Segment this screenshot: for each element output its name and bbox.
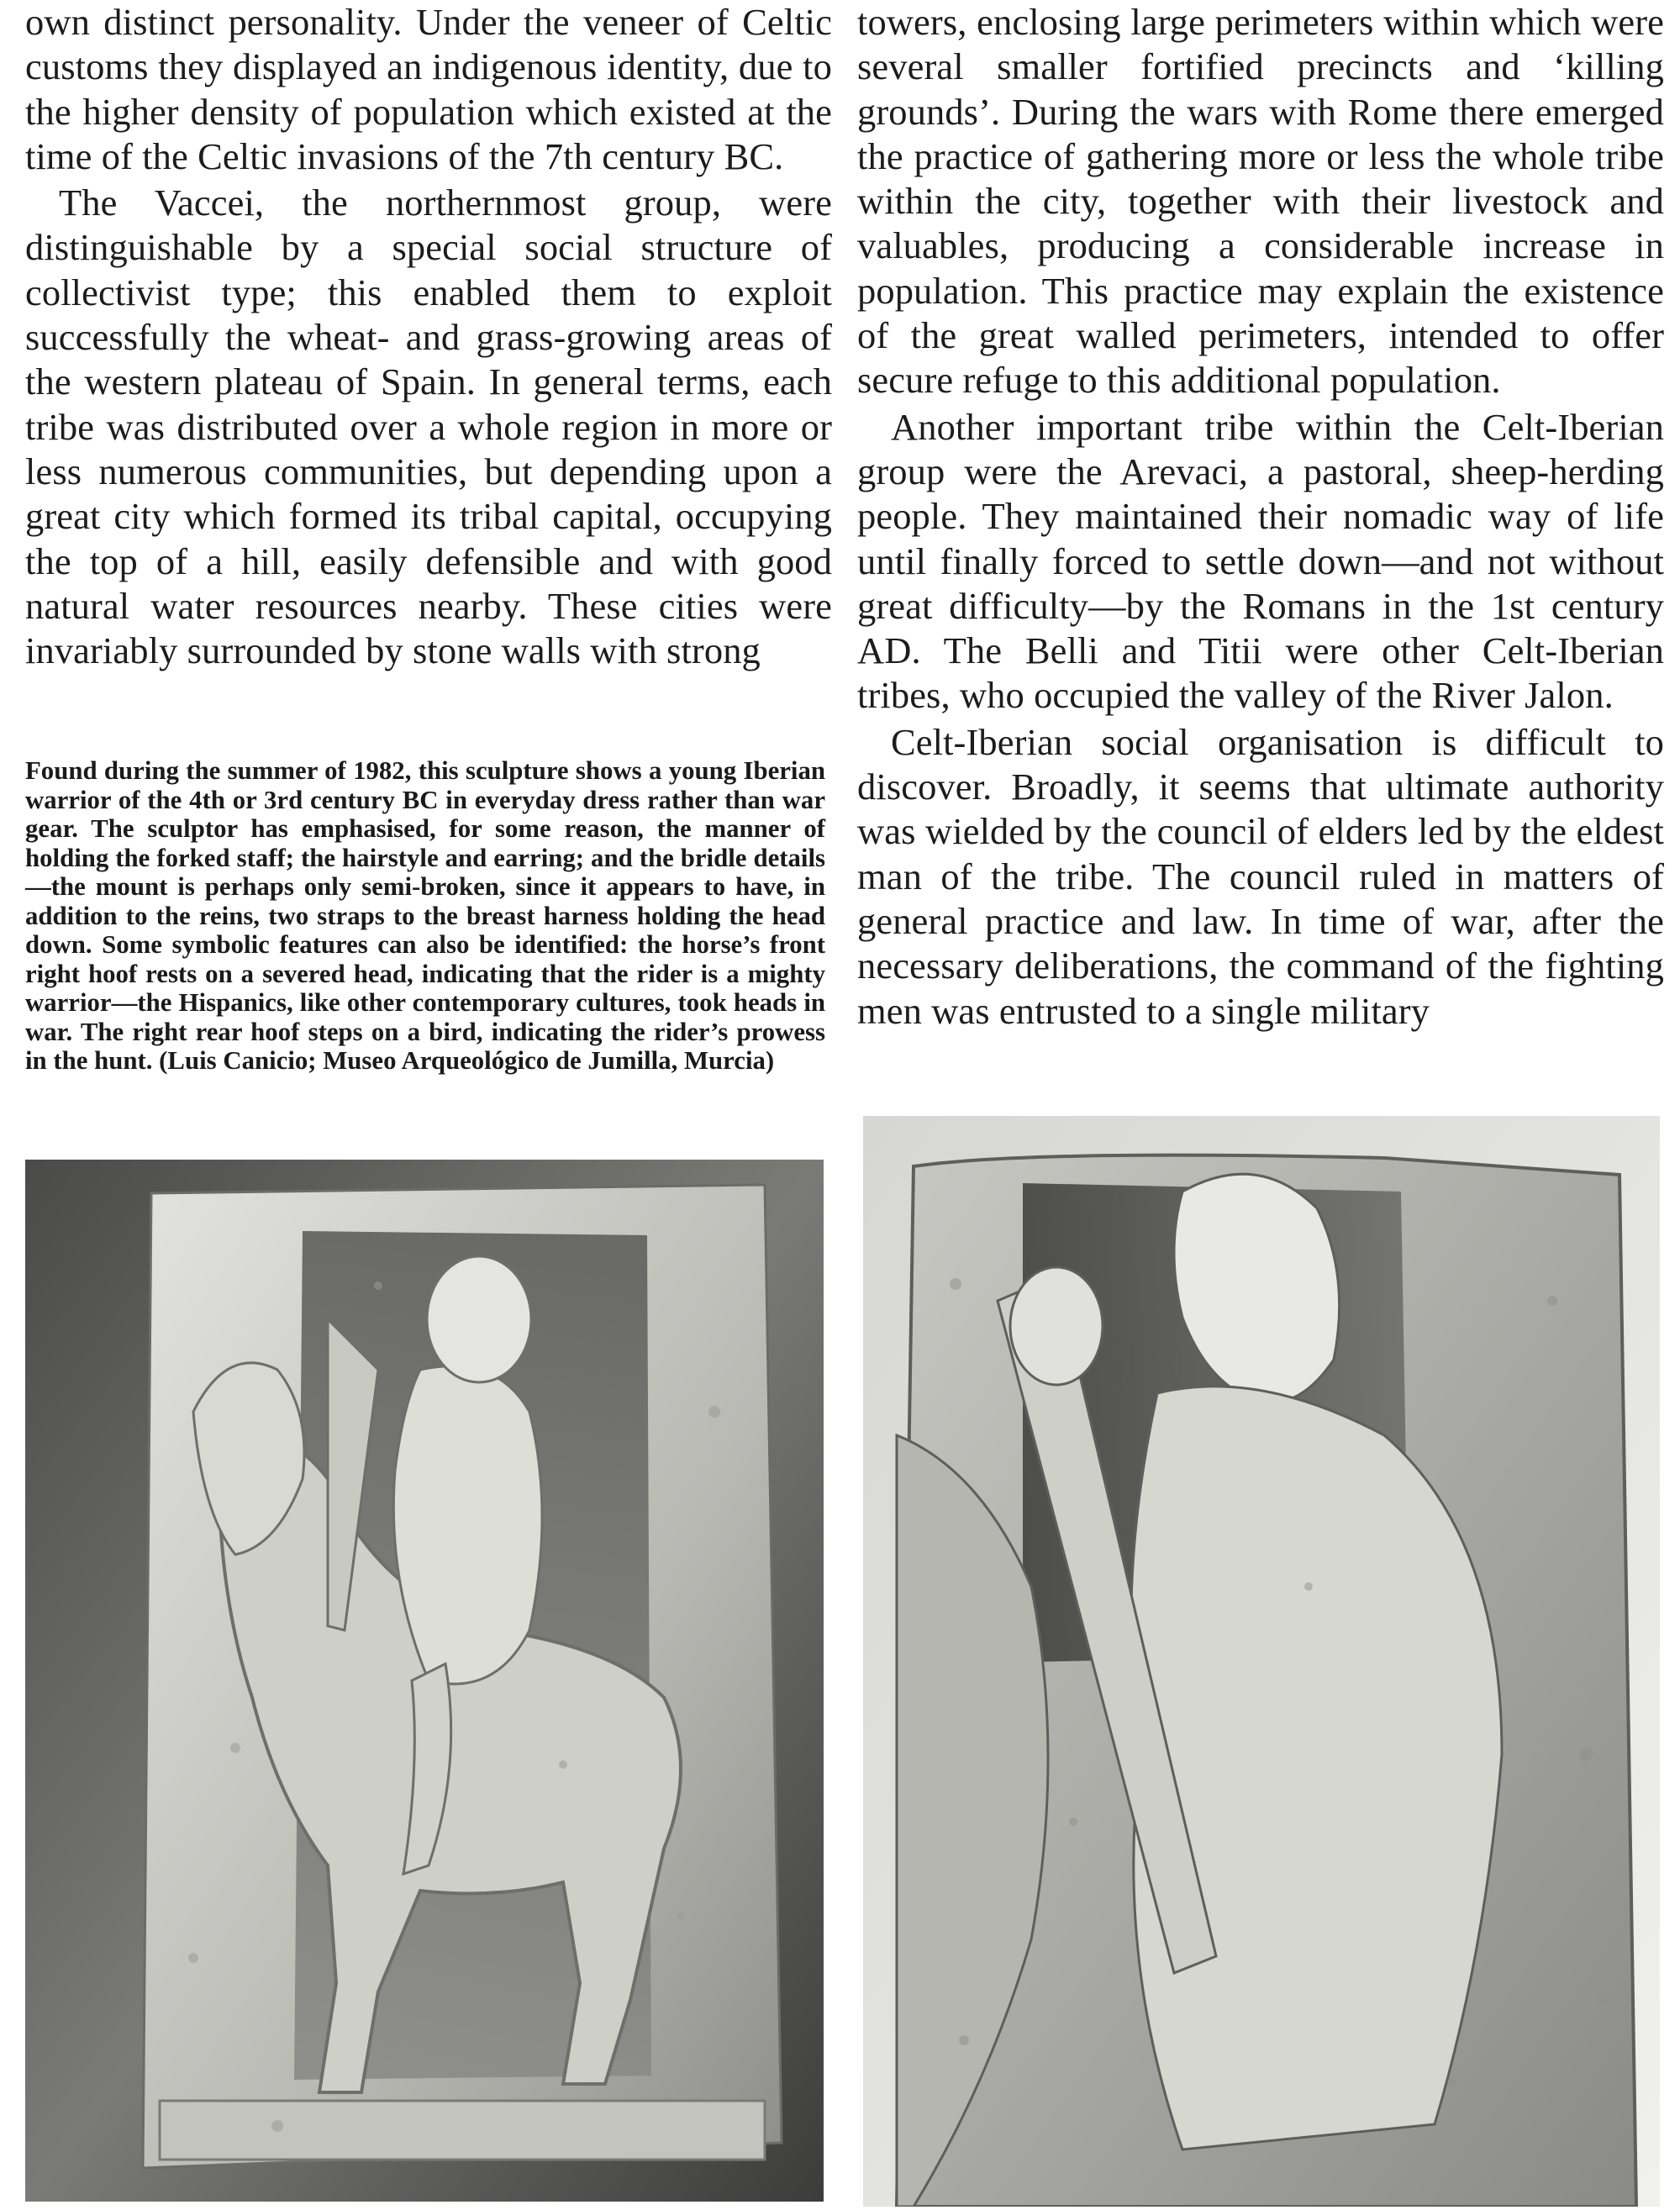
left-text-column [25,0,832,673]
body-paragraph: Another important tribe within the Celt-Iberian group were the Arevaci, a pastoral, sheep-herding people. They maintained their nomadic way of life until finally forced to settle down—and not without great difficulty—by the Romans in the 1st century AD. The Belli and Titii were other Celt-Iberian tribes, who occupied the valley of the River Jalon. [857,405,1664,717]
body-paragraph: own distinct personality. Under the veneer of Celtic customs they displayed an indigenous identity, due to the higher density of population which existed at the time of the Celtic invasions of the 7th century BC. [25,1,832,177]
figure-caption: Found during the summer of 1982, this sculpture shows a young Iberian warrior of the 4th or 3rd century BC in everyday dress rather than war gear. The sculptor has emphasised, for some reason, the manner of holding the forked staff; the hairstyle and earring; and the bridle details—the mount is perhaps only semi-broken, since it appears to have, in addition to the reins, two straps to the breast harness holding the head down. Some symbolic features can also be identified: the horse’s front right hoof rests on a severed head, indicating that the rider is a mighty warrior—the Hispanics, like other contemporary cultures, took heads in war. The right rear hoof steps on a bird, indicating the rider’s prowess in the hunt. (Luis Canicio; Museo Arqueológico de Jumilla, Murcia) [25,756,825,1075]
sculpture-photo-full [25,1160,824,2202]
relief-detail-illustration [863,1116,1660,2207]
body-paragraph: Celt-Iberian social organisation is difficult to discover. Broadly, it seems that ultimate authority was wielded by the council of elders led by the eldest man of the tribe. The council ruled in matters of general practice and law. In time of war, after the necessary deliberations, the command of the fighting men was entrusted to a single military [857,720,1664,1032]
body-paragraph: towers, enclosing large perimeters within which were several smaller fortified precincts and ‘killing grounds’. During the wars with Rome there emerged the practice of gathering more or less the whole tribe within the city, together with their livestock and valuables, producing a considerable increase in population. This practice may explain the existence of the great walled perimeters, intended to offer secure refuge to this additional population. [857,1,1664,402]
body-paragraph: The Vaccei, the northernmost group, were distinguishable by a special social structure of collectivist type; this enabled them to exploit successfully the wheat- and grass-growing areas of the western plateau of Spain. In general terms, each tribe was distributed over a whole region in more or less numerous communities, but depending upon a great city which formed its tribal capital, occupying the top of a hill, easily defensible and with good natural water resources nearby. These cities were invariably surrounded by stone walls with strong [25,182,832,672]
right-text-column [857,0,1664,1034]
sculpture-photo-detail [863,1116,1660,2207]
relief-full-illustration [25,1160,824,2202]
